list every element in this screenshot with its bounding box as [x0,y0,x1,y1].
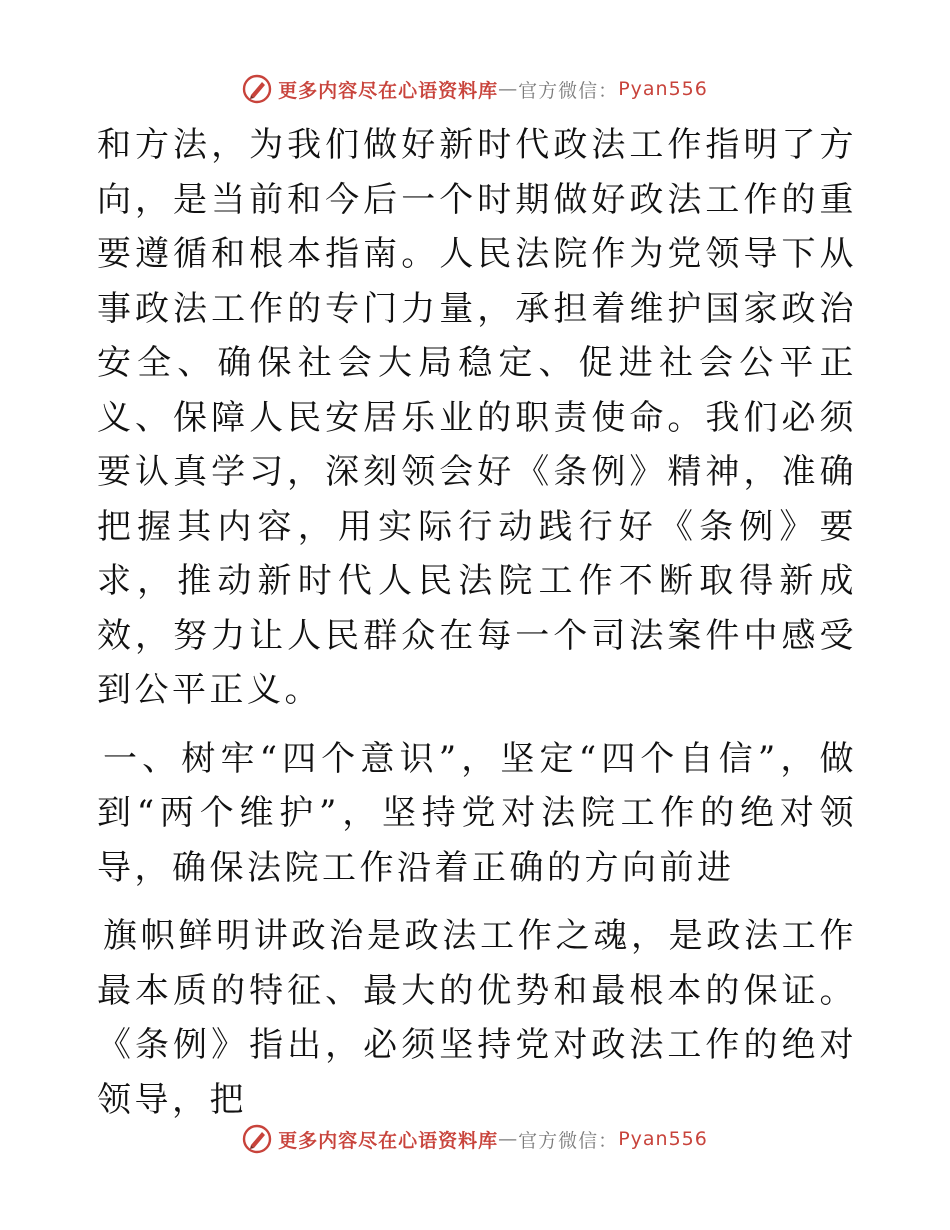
watermark-wechat-label: 官方微信： [518,1129,619,1152]
watermark-wechat-id: Pyan556 [618,1128,708,1150]
watermark-separator: — [498,1128,519,1150]
watermark-brand-text: 更多内容尽在心语资料库 [278,79,499,102]
header-watermark [0,74,950,104]
footer-watermark [0,1124,950,1154]
watermark-brand-text: 更多内容尽在心语资料库 [278,1129,499,1152]
watermark-wechat-label: 官方微信： [518,79,619,102]
document-body [97,118,857,1127]
watermark-separator: — [498,78,519,100]
section-heading-1: 一、树牢“四个意识”，坚定“四个自信”，做到“两个维护”，坚持党对法院工作的绝对领导，确保法院工作沿着正确的方向前进 [97,738,857,888]
pen-logo-icon [242,1124,272,1154]
paragraph-section-1: 旗帜鲜明讲政治是政法工作之魂，是政法工作最本质的特征、最大的优势和最根本的保证。《条例》指出，必须坚持党对政法工作的绝对领导，把 [97,916,857,1120]
watermark-wechat-id: Pyan556 [618,78,708,100]
paragraph-intro: 和方法，为我们做好新时代政法工作指明了方向，是当前和今后一个时期做好政法工作的重要遵循和根本指南。人民法院作为党领导下从事政法工作的专门力量，承担着维护国家政治安全、确保社会大局稳定、促进社会公平正义、保障人民安居乐业的职责使命。我们必须要认真学习，深刻领会好《条例》精神，准确把握其内容，用实际行动践行好《条例》要求，推动新时代人民法院工作不断取得新成效，努力让人民群众在每一个司法案件中感受到公平正义。 [97,125,857,710]
pen-logo-icon [242,74,272,104]
